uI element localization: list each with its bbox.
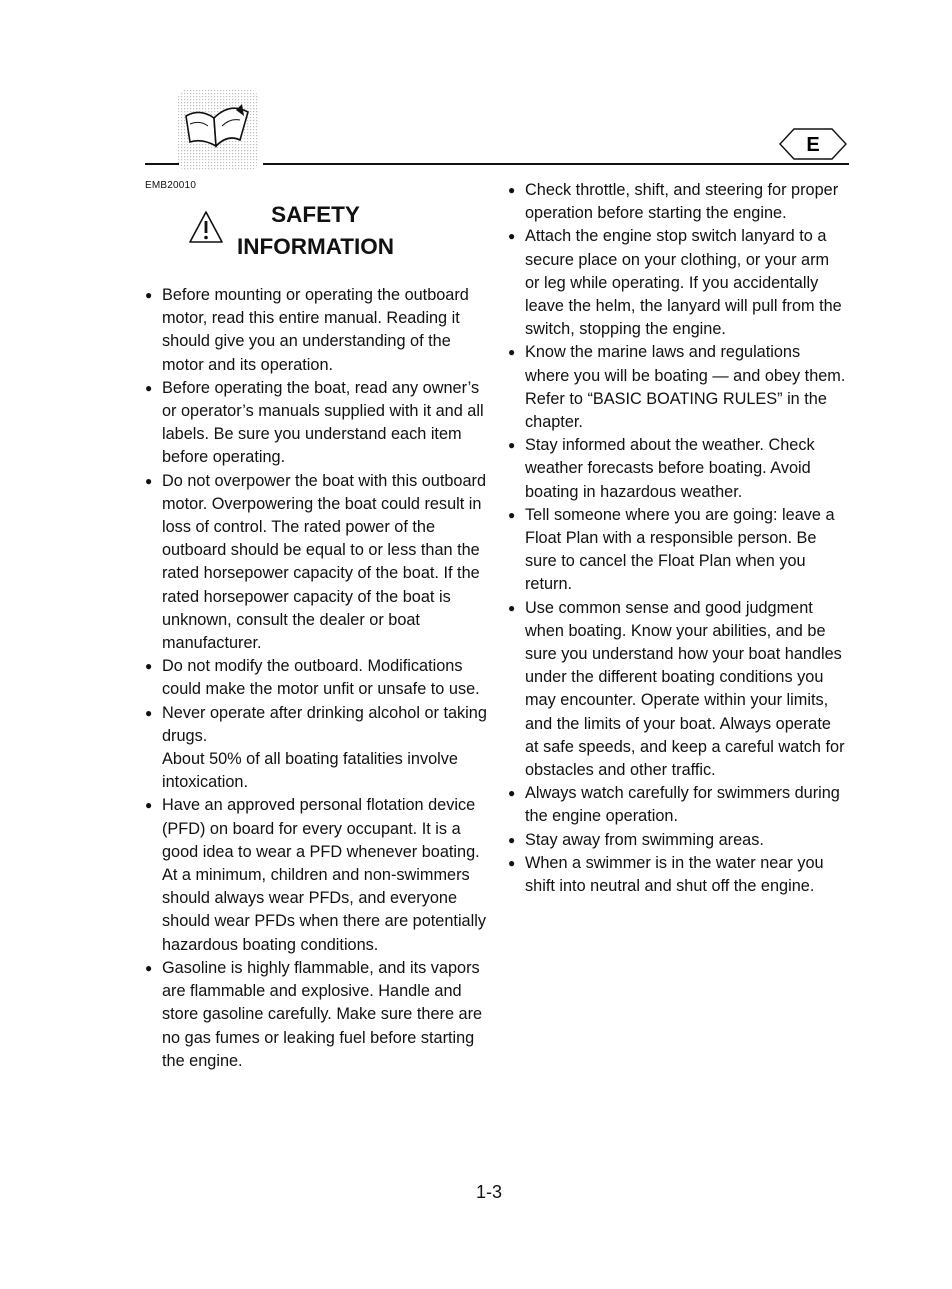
bullet-item <box>508 434 848 504</box>
header-rule-left <box>145 163 179 165</box>
bullet-text: ● Tell someone where you are going: leave a Float Plan with a responsible person. Be sure to cancel the Float Plan when you return. <box>525 505 835 594</box>
bullet-item <box>508 504 848 597</box>
bullet-text: ● Stay informed about the weather. Check weather forecasts before boating. Avoid boating in hazardous weather. <box>525 436 815 501</box>
bullet-item <box>508 597 848 783</box>
bullet-item <box>145 794 490 956</box>
warning-triangle-icon <box>186 208 226 248</box>
bullet-text: ● Before operating the boat, read any owner’s or operator’s manuals supplied with it and all labels. Be sure you understand each item before operating. <box>162 378 484 467</box>
left-column-bullet-list <box>145 284 490 1073</box>
bullet-item <box>145 377 490 470</box>
bullet-item <box>508 829 848 852</box>
page-title <box>228 199 403 263</box>
header-rule-right <box>263 163 849 165</box>
title-line-2: INFORMATION <box>236 234 395 259</box>
bullet-item <box>145 957 490 1073</box>
language-badge-letter: E <box>806 134 820 156</box>
bullet-text: ● Check throttle, shift, and steering for proper operation before starting the engine. <box>525 181 839 223</box>
bullet-item <box>145 284 490 377</box>
bullet-item <box>508 852 848 898</box>
bullet-text: ● Always watch carefully for swimmers during the engine operation. <box>525 784 840 826</box>
page-number: 1-3 <box>476 1182 503 1202</box>
document-code: EMB20010 <box>145 180 197 191</box>
bullet-item <box>145 702 490 795</box>
bullet-text: ● Attach the engine stop switch lanyard to a secure place on your clothing, or your arm or leg while operating. If you accidentally leave the helm, the lanyard will pull from the switch, stopping the engine. <box>525 227 842 339</box>
bullet-item <box>508 782 848 828</box>
bullet-item <box>145 655 490 701</box>
bullet-text: ● When a swimmer is in the water near you shift into neutral and shut off the engine. <box>525 853 824 896</box>
bullet-text: ● Gasoline is highly flammable, and its vapors are flammable and explosive. Handle and store gasoline carefully. Make sure there are no gas fumes or leaking fuel before starting the engine. <box>162 958 483 1070</box>
bullet-text: ● Before mounting or operating the outboard motor, read this entire manual. Reading it should give you an understanding of the motor and its operation. <box>162 286 469 374</box>
bullet-item <box>508 225 848 341</box>
bullet-text: ● Stay away from swimming areas. <box>525 830 764 849</box>
bullet-text: ● Never operate after drinking alcohol or taking drugs. <box>162 703 487 745</box>
bullet-item <box>508 341 848 434</box>
open-book-icon <box>178 90 258 170</box>
bullet-text: ● Know the marine laws and regulations where you will be boating — and obey them. Refer to “BASIC BOATING RULES” in the chapter. <box>525 343 846 432</box>
bullet-note: About 50% of all boating fatalities involve intoxication. <box>162 750 458 792</box>
bullet-text: ● Use common sense and good judgment when boating. Know your abilities, and be sure you understand how your boat handles under the different boating conditions you may encounter. Operate within your limits, and the limits of your boat. Always operate at safe speeds, and keep a careful watch for obstacles and other traffic. <box>525 598 845 780</box>
bullet-text: ● Do not modify the outboard. Modifications could make the motor unfit or unsafe to use. <box>162 657 480 699</box>
bullet-item <box>145 470 490 656</box>
language-badge <box>776 125 850 163</box>
title-line-1: SAFETY <box>271 202 360 227</box>
bullet-item <box>508 179 848 225</box>
right-column-bullet-list <box>508 179 848 898</box>
bullet-text: ● Have an approved personal flotation device (PFD) on board for every occupant. It is a good idea to wear a PFD whenever boating. At a minimum, children and non-swimmers should always wear PFDs, and everyone should wear PFDs when there are potentially hazardous boating conditions. <box>162 796 486 954</box>
bullet-text: ● Do not overpower the boat with this outboard motor. Overpowering the boat could result in loss of control. The rated power of the outboard should be equal to or less than the rated horsepower capacity of the boat. If the rated horsepower capacity of the boat is unknown, consult the dealer or boat manufacturer. <box>162 471 487 653</box>
